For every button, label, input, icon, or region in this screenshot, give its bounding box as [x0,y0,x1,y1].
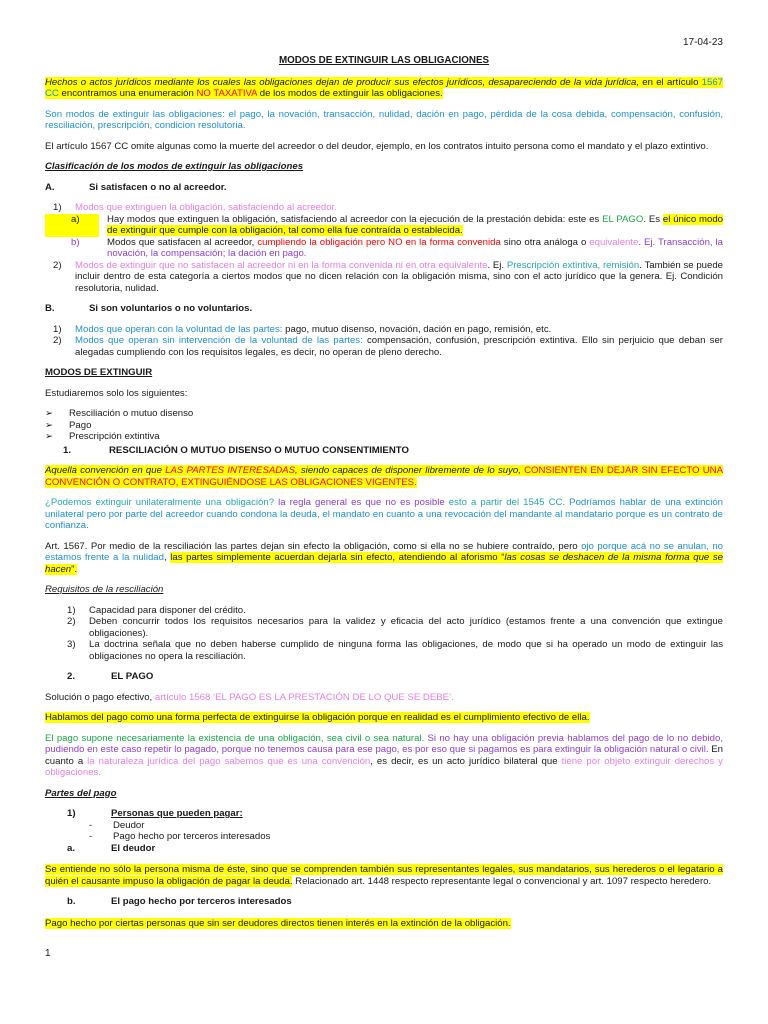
section-b-heading: B. Si son voluntarios o no voluntarios. [45,303,253,314]
requirements-list [45,605,723,663]
third-party-heading: b. El pago hecho por terceros interesados [67,896,292,907]
arrow-bullet-icon: ➢ [45,431,54,442]
payer-list [45,808,723,854]
list-item: 2) Modos de extinguir que no satisfacen al acreedor ni en la forma convenida ni en otra equivalente. Ej. Prescripción extintiva, remisión. También se puede incluir dentro de esta categoría a ciertos modos que no dicen relación con la obligación misma, sino con el acto jurídico que la genera. Ej. Condición resolutoria, nulidad. [53,259,723,294]
article-1567-paragraph: Art. 1567. Por medio de la resciliación las partes dejan sin efecto la obligación, como si ella no se hubiere contraído, pero ojo porque acá no se anulan, no estamos frente a la nulidad, las partes simplemente acuerdan dejarla sin efecto, atendiendo al aforismo “las cosas se deshacen de la misma forma que se hacen”. [45,540,723,575]
payment-definition: Solución o pago efectivo, artículo 1568 ‘EL PAGO ES LA PRESTACIÓN DE LO QUE SE DEBE’. [45,691,454,703]
list-item: 1) Modos que operan con la voluntad de las partes: pago, mutuo disenso, novación, dación en pago, remisión, etc. [53,323,552,335]
document-page [45,34,723,938]
third-party-paragraph: Pago hecho por ciertas personas que sin ser deudores directos tienen interés en la extinción de la obligación. [45,917,511,929]
topics-list [45,408,723,443]
list-item: ➢ Prescripción extintiva [45,431,160,442]
payment-parties-heading: Partes del pago [45,787,117,799]
page-number: 1 [45,948,51,959]
classification-list-a [45,202,723,294]
requirements-heading: Requisitos de la resciliación [45,584,164,595]
list-item: - Pago hecho por terceros interesados [89,831,271,842]
resciliation-definition: Aquella convención en que LAS PARTES INTERESADAS, siendo capaces de disponer libremente de lo suyo, CONSIENTEN EN DEJAR SIN EFECTO UNA CONVENCIÓN O CONTRATO, EXTINGUIÉNDOSE LAS OBLIGACIONES VIGENTES. [45,465,723,488]
list-item: a) Hay modos que extinguen la obligación, satisfaciendo al acreedor con la ejecución de la prestación debida: este es EL PAGO. Es el único modo de extinguir que cumple con la obligación, tal como ella fue contraída o establecida. [45,214,723,237]
arrow-bullet-icon: ➢ [45,419,54,431]
section-2-heading: 2. EL PAGO [67,671,154,682]
modes-heading: MODOS DE EXTINGUIR [45,367,153,378]
classification-list-b [45,324,723,359]
list-item: 1) Modos que extinguen la obligación, satisfaciendo al acreedor. [53,202,337,213]
classification-heading: Clasificación de los modos de extinguir las obligaciones [45,161,304,172]
list-item: a. El deudor [67,842,156,854]
intro-paragraph: Hechos o actos jurídicos mediante los cuales las obligaciones dejan de producir sus efectos jurídicos, desapareciendo de la vida jurídica, en el artículo 1567 CC encontramos una enumeración NO TAXATIVA de los modos de extinguir las obligaciones. [45,76,723,99]
list-item: 1) Personas que pueden pagar: [67,808,243,819]
payment-nature-paragraph: El pago supone necesariamente la existencia de una obligación, sea civil o sea natural. Si no hay una obligación previa hablamos del pago de lo no debido, pudiendo en este caso repetir lo pagado, porque no tenemos causa para ese pago, es por eso que si pagamos es para extinguir la obligación natural o civil. En cuanto a la naturaleza jurídica del pago sabemos que es una convención, es decir, es un acto jurídico bilateral que tiene por objeto extinguir derechos y obligaciones. [45,732,724,778]
document-date: 17-04-23 [682,37,723,48]
list-item: 3) La doctrina señala que no deben haberse cumplido de ninguna forma las obligaciones, de modo que si ha operado un modo de extinguir las obligaciones no opera la resciliación. [67,639,723,662]
list-item: b) Modos que satisfacen al acreedor, cumpliendo la obligación pero NO en la forma convenida sino otra análoga o equivalente. Ej. Transacción, la novación, la compensación; la dación en pago. [71,236,724,259]
section-a-heading: A. Si satisfacen o no al acreedor. [45,181,227,193]
list-item: ➢ Resciliación o mutuo disenso [45,408,194,419]
list-item: 2) Modos que operan sin intervención de la voluntad de las partes: compensación, confusión, prescripción extintiva. Ello sin perjuicio que deban ser alegadas cumpliendo con los requisitos legales, es decir, no operan de pleno derecho. [53,335,723,358]
arrow-bullet-icon: ➢ [45,408,54,419]
section-1-heading: 1. RESCILIACIÓN O MUTUO DISENSO O MUTUO CONSENTIMIENTO [63,444,409,456]
list-item: 1) Capacidad para disponer del crédito. [67,604,246,616]
debtor-paragraph: Se entiende no sólo la persona misma de éste, sino que se comprenden también sus representantes legales, sus mandatarios, sus herederos o el legatario a quién el causante impuso la obligación de pagar la deuda. Relacionado art. 1448 respecto representante legal o convencional y art. 1097 respecto heredero. [45,864,723,887]
list-item: 2) Deben concurrir todos los requisitos necesarios para la validez y eficacia del acto jurídico (estamos frente a una convención que extingue obligaciones). [67,616,723,639]
study-intro: Estudiaremos solo los siguientes: [45,387,188,399]
modes-list-paragraph: Son modos de extinguir las obligaciones: el pago, la novación, transacción, nulidad, dación en pago, pérdida de la cosa debida, compensación, confusión, resciliación, prescripción, condicion resolutoria. [45,108,723,131]
omission-paragraph: El artículo 1567 CC omite algunas como la muerte del acreedor o del deudor, ejemplo, en los contratos intuito persona como el mandato y el plazo extintivo. [45,140,709,152]
list-item: - Deudor [89,819,145,831]
unilateral-paragraph: ¿Podemos extinguir unilateralmente una obligación? la regla general es que no es posible esto a partir del 1545 CC. Podríamos hablar de una extinción unilateral pero por parte del acreedor cuando condona la deuda, el mandato en cuanto a una revocación del mandante al mandatario porque es un contrato de confianza. [45,497,724,531]
document-title: MODOS DE EXTINGUIR LAS OBLIGACIONES [278,55,490,66]
payment-perfect-paragraph: Hablamos del pago como una forma perfecta de extinguirse la obligación porque en realidad es el cumplimiento efectivo de ella. [45,712,590,723]
list-item: ➢ Pago [45,419,92,431]
